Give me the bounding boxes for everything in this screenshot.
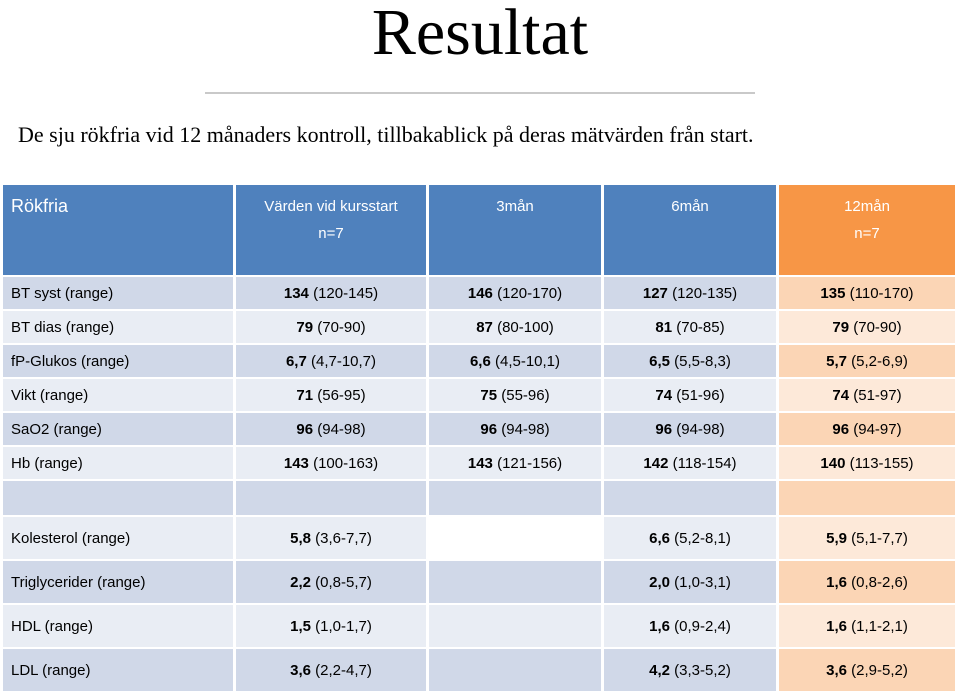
row-label: LDL (range) xyxy=(3,649,236,693)
range: (70-90) xyxy=(853,318,902,336)
value-cell xyxy=(236,311,429,345)
range: (113-155) xyxy=(849,454,914,472)
value-cell xyxy=(236,447,429,481)
table-row xyxy=(3,413,958,447)
value: 79 xyxy=(832,318,850,336)
value-cell xyxy=(236,605,429,649)
empty-cell xyxy=(429,605,604,649)
value-cell xyxy=(779,379,958,413)
value: 5,9 xyxy=(826,529,847,547)
value: 134 xyxy=(283,284,309,302)
range: (56-95) xyxy=(317,386,366,404)
value: 74 xyxy=(655,386,673,404)
table-row xyxy=(3,447,958,481)
empty-cell xyxy=(779,481,958,517)
value: 135 xyxy=(820,284,846,302)
table-row xyxy=(3,561,958,605)
header-6man xyxy=(604,185,779,277)
table-row xyxy=(3,517,958,561)
range: (4,7-10,7) xyxy=(310,352,377,370)
value-cell xyxy=(779,413,958,447)
value: 79 xyxy=(296,318,314,336)
empty-cell xyxy=(429,561,604,605)
value: 96 xyxy=(655,420,673,438)
value-cell xyxy=(429,277,604,311)
row-label: Vikt (range) xyxy=(3,379,236,413)
header-label: Värden vid kursstart xyxy=(264,198,398,215)
value-cell xyxy=(604,517,779,561)
slide-subtitle: De sju rökfria vid 12 månaders kontroll, tillbakablick på deras mätvärden från start. xyxy=(18,122,754,147)
value: 146 xyxy=(467,284,493,302)
results-table xyxy=(3,185,958,693)
row-label: Triglycerider (range) xyxy=(3,561,236,605)
range: (118-154) xyxy=(672,454,737,472)
spacer-row xyxy=(3,481,958,517)
value-cell xyxy=(429,311,604,345)
header-row xyxy=(3,185,958,277)
header-label: 3mån xyxy=(496,198,534,215)
slide-title: Resultat xyxy=(371,0,589,69)
value: 142 xyxy=(643,454,669,472)
value-cell xyxy=(779,561,958,605)
value-cell xyxy=(604,379,779,413)
value-cell xyxy=(604,413,779,447)
value: 6,6 xyxy=(469,352,491,370)
row-label: Hb (range) xyxy=(3,447,236,481)
empty-cell xyxy=(429,481,604,517)
value: 140 xyxy=(820,454,846,472)
value: 2,0 xyxy=(649,573,670,591)
header-label: 12mån xyxy=(844,198,890,215)
value: 6,5 xyxy=(649,352,670,370)
value-cell xyxy=(604,605,779,649)
header-n: n=7 xyxy=(854,225,880,242)
range: (5,1-7,7) xyxy=(851,529,908,547)
range: (80-100) xyxy=(497,318,554,336)
range: (94-98) xyxy=(317,420,366,438)
range: (120-145) xyxy=(313,284,379,302)
value: 71 xyxy=(296,386,314,404)
table-row xyxy=(3,277,958,311)
value: 1,6 xyxy=(826,617,847,635)
value-cell xyxy=(236,277,429,311)
value: 81 xyxy=(655,318,673,336)
value-cell xyxy=(604,345,779,379)
empty-cell xyxy=(3,481,236,517)
value-cell xyxy=(429,447,604,481)
value-cell xyxy=(779,605,958,649)
value-cell xyxy=(236,379,429,413)
value-cell xyxy=(779,345,958,379)
value: 96 xyxy=(296,420,314,438)
range: (0,8-2,6) xyxy=(851,573,908,591)
value-cell xyxy=(779,447,958,481)
value: 1,5 xyxy=(290,617,311,635)
range: (55-96) xyxy=(501,386,550,404)
range: (70-85) xyxy=(676,318,725,336)
empty-cell xyxy=(236,481,429,517)
value: 6,7 xyxy=(285,352,307,370)
range: (5,2-6,9) xyxy=(851,352,908,370)
header-12man xyxy=(779,185,958,277)
value: 96 xyxy=(480,420,498,438)
table-row xyxy=(3,345,958,379)
range: (100-163) xyxy=(313,454,379,472)
value: 1,6 xyxy=(649,617,670,635)
value: 3,6 xyxy=(290,661,311,679)
range: (51-96) xyxy=(676,386,725,404)
value-cell xyxy=(236,413,429,447)
value-cell xyxy=(779,311,958,345)
header-rokfria xyxy=(3,185,236,277)
row-label: Kolesterol (range) xyxy=(3,517,236,561)
range: (120-170) xyxy=(497,284,563,302)
header-start xyxy=(236,185,429,277)
value: 127 xyxy=(642,284,668,302)
range: (5,2-8,1) xyxy=(674,529,731,547)
range: (70-90) xyxy=(317,318,366,336)
value-cell xyxy=(779,277,958,311)
header-label: Rökfria xyxy=(11,196,69,216)
value-cell xyxy=(429,345,604,379)
range: (2,9-5,2) xyxy=(851,661,908,679)
value-cell xyxy=(236,649,429,693)
empty-cell xyxy=(604,481,779,517)
range: (110-170) xyxy=(849,284,914,302)
value: 87 xyxy=(476,318,493,336)
value-cell xyxy=(604,277,779,311)
range: (51-97) xyxy=(853,386,902,404)
header-3man xyxy=(429,185,604,277)
range: (3,3-5,2) xyxy=(674,661,731,679)
value: 143 xyxy=(467,454,493,472)
table-row xyxy=(3,649,958,693)
range: (3,6-7,7) xyxy=(315,529,372,547)
empty-cell xyxy=(429,649,604,693)
header-n: n=7 xyxy=(318,225,344,242)
range: (0,8-5,7) xyxy=(315,573,372,591)
table-row xyxy=(3,311,958,345)
value: 5,7 xyxy=(826,352,847,370)
range: (121-156) xyxy=(497,454,563,472)
value-cell xyxy=(236,517,429,561)
value: 3,6 xyxy=(826,661,847,679)
value-cell xyxy=(429,379,604,413)
range: (1,0-3,1) xyxy=(674,573,731,591)
value-cell xyxy=(236,561,429,605)
value: 96 xyxy=(832,420,850,438)
value: 2,2 xyxy=(290,573,311,591)
value-cell xyxy=(604,311,779,345)
value-cell xyxy=(779,649,958,693)
row-label: HDL (range) xyxy=(3,605,236,649)
range: (1,1-2,1) xyxy=(851,617,908,635)
range: (4,5-10,1) xyxy=(494,352,561,370)
value: 4,2 xyxy=(649,661,670,679)
range: (1,0-1,7) xyxy=(315,617,372,635)
range: (2,2-4,7) xyxy=(315,661,372,679)
row-label: fP-Glukos (range) xyxy=(3,345,236,379)
value-cell xyxy=(779,517,958,561)
table-row xyxy=(3,605,958,649)
range: (120-135) xyxy=(672,284,738,302)
range: (94-97) xyxy=(853,420,902,438)
value: 6,6 xyxy=(649,529,670,547)
value: 5,8 xyxy=(290,529,311,547)
range: (5,5-8,3) xyxy=(674,352,731,370)
row-label: BT dias (range) xyxy=(3,311,236,345)
range: (94-98) xyxy=(501,420,550,438)
range: (94-98) xyxy=(676,420,725,438)
empty-cell xyxy=(429,517,604,561)
value-cell xyxy=(236,345,429,379)
table-row xyxy=(3,379,958,413)
value-cell xyxy=(604,561,779,605)
value: 75 xyxy=(480,386,498,404)
value: 1,6 xyxy=(826,573,847,591)
value-cell xyxy=(604,447,779,481)
value: 143 xyxy=(283,454,309,472)
row-label: SaO2 (range) xyxy=(3,413,236,447)
value: 74 xyxy=(832,386,850,404)
row-label: BT syst (range) xyxy=(3,277,236,311)
title-divider xyxy=(205,92,755,94)
header-label: 6mån xyxy=(671,198,709,215)
range: (0,9-2,4) xyxy=(674,617,731,635)
value-cell xyxy=(604,649,779,693)
value-cell xyxy=(429,413,604,447)
